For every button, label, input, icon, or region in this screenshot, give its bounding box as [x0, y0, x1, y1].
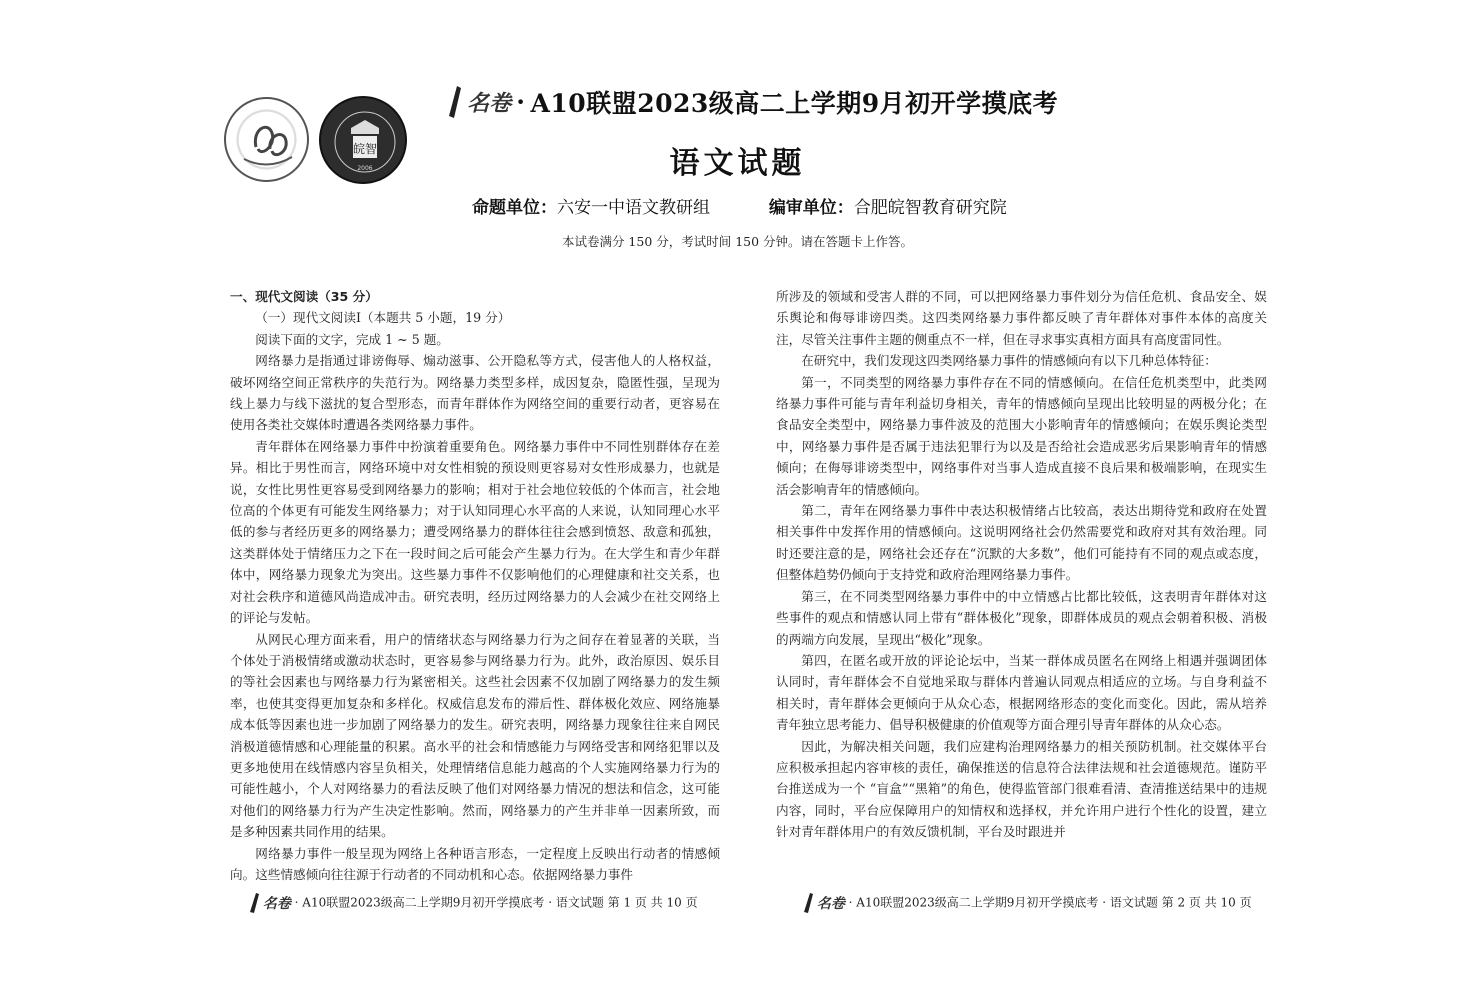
paragraph: 第四，在匿名或开放的评论论坛中，当某一群体成员匿名在网络上相遇并强调团体认同时，青年群体会不自觉地采取与群体内普遍认同观点相适应的立场。与自身利益不相关时，青年群体会更倾向于从众心态，根据网络形态的变化而变化。因此，需从培养青年独立思考能力、倡导积极健康的价值观等方面合理引导青年群体的从众心态。 [776, 652, 1267, 733]
brand-stroke-icon [448, 85, 462, 119]
paragraph: 所涉及的领域和受害人群的不同，可以把网络暴力事件划分为信任危机、食品安全、娱乐舆论和侮辱诽谤四类。这四类网络暴力事件都反映了青年群体对事件本体的高度关注，尽管关注事件主题的侧重点不一样，但在寻求事实真相方面具有高度雷同性。 [776, 289, 1267, 347]
footer-text: · A10联盟2023级高二上学期9月初开学摸底考 · 语文试题 第 1 页 共 10 页 [294, 895, 698, 910]
right-column [776, 286, 1267, 843]
setter-name: 六安一中语文教研组 [557, 198, 710, 218]
setter-label: 命题单位： [472, 198, 557, 218]
section-title: 一、现代文阅读（35 分） [230, 289, 378, 304]
footer-brand: 名卷 [816, 896, 845, 912]
brand-stroke-icon [250, 893, 259, 913]
paragraph: 在研究中，我们发现这四类网络暴力事件的情感倾向有以下几种总体特征： [801, 353, 1217, 369]
footer-left [250, 893, 698, 913]
paragraph: 第二，青年在网络暴力事件中表达积极情绪占比较高，表达出期待党和政府在处置相关事件中发挥作用的情感倾向。这说明网络社会仍然需要党和政府对其有效治理。同时还要注意的是，网络社会还存在“沉默的大多数”，他们可能持有不同的观点或态度，但整体趋势仍倾向于支持党和政府治理网络暴力事件。 [776, 503, 1267, 583]
footer-brand: 名卷 [262, 896, 291, 912]
paragraph: 第三，在不同类型网络暴力事件中的中立情感占比都比较低，这表明青年群体对这些事件的观点和情感认同上带有“群体极化”现象，即群体成员的观点会朝着积极、消极的两端方向发展，呈现出“极化”现象。 [776, 588, 1267, 647]
svg-text:皖智: 皖智 [352, 142, 378, 156]
exam-notice: 本试卷满分 150 分，考试时间 150 分钟。请在答题卡上作答。 [561, 234, 914, 249]
section-subtitle: （一）现代文阅读Ⅰ（本题共 5 小题，19 分） [255, 310, 511, 326]
paragraph: 第一，不同类型的网络暴力事件存在不同的情感倾向。在信任危机类型中，此类网络暴力事件可能与青年利益切身相关，青年的情感倾向呈现出比较明显的两极分化；在食品安全类型中，网络暴力事件波及的范围大小影响青年的情感倾向；在娱乐舆论类型中，网络暴力事件是否属于违法犯罪行为以及是否给社会造成恶劣后果影响青年的情感倾向；在侮辱诽谤类型中，网络事件对当事人造成直接不良后果和极端影响，在现实生活会影响青年的情感倾向。 [776, 374, 1267, 497]
brand-stroke-icon [804, 893, 813, 913]
reading-instruction: 阅读下面的文字，完成 1 ~ 5 题。 [255, 331, 449, 347]
svg-text:2006: 2006 [357, 165, 373, 172]
reviewer-label: 编审单位： [768, 198, 854, 218]
paragraph: 网络暴力事件一般呈现为网络上各种语言形态，一定程度上反映出行动者的情感倾向。这些情感倾向往往源于行动者的不同动机和心态。依据网络暴力事件 [230, 845, 720, 882]
exam-title: A10联盟2023级高二上学期9月初开学摸底考 [530, 89, 1059, 118]
reviewer-name: 合肥皖智教育研究院 [853, 198, 1007, 218]
left-column [230, 286, 720, 885]
exam-units [472, 193, 1007, 218]
paragraph: 青年群体在网络暴力事件中扮演着重要角色。网络暴力事件中不同性别群体存在差异。相比于男性而言，网络环境中对女性相貌的预设则更容易对女性形成暴力，也就是说，女性比男性更容易受到网络暴力的影响；相对于社会地位较低的个体而言，社会地位高的个体更有可能发生网络暴力；对于认知同理心水平高的人来说，认知同理心水平低的参与者经历更多的网络暴力；遭受网络暴力的群体往往会感到愤怒、敌意和孤独，这类群体处于情绪压力之下在一段时间之后可能会产生暴力行为。在大学生和青少年群体中，网络暴力现象尤为突出。这些暴力事件不仅影响他们的心理健康和社交关系，也对社会秩序和道德风尚造成冲击。研究表明，经历过网络暴力的人会减少在社交网络上的评论与发帖。 [230, 438, 720, 626]
paragraph: 网络暴力是指通过诽谤侮辱、煽动滋事、公开隐私等方式，侵害他人的人格权益，破坏网络空间正常秩序的失范行为。网络暴力类型多样，成因复杂，隐匿性强，呈现为线上暴力与线下滋扰的复合型形态，而青年群体作为网络空间的重要行动者，更容易在使用各类社交媒体时遭遇各类网络暴力事件。 [230, 353, 720, 433]
subject-title: 语文试题 [669, 146, 806, 181]
exam-title-line: 名卷 · A10联盟2023级高二上学期9月初开学摸底考 [448, 84, 1058, 128]
brand-name: 名卷 [467, 90, 512, 117]
footer-text: · A10联盟2023级高二上学期9月初开学摸底考 · 语文试题 第 2 页 共 10 页 [848, 895, 1252, 910]
paragraph: 因此，为解决相关问题，我们应建构治理网络暴力的相关预防机制。社交媒体平台应积极承担起内容审核的责任，确保推送的信息符合法律法规和社会道德规范。谨防平台推送成为一个 “盲盒”“黑箱”的角色，使得监管部门很难看清、查清推送结果中的违规内容，同时，平台应保障用户的知情权和选择权，并允许用户进行个性化的设置，建立针对青年群体用户的有效反馈机制，平台及时跟进并 [776, 738, 1267, 840]
paragraph: 从网民心理方面来看，用户的情绪状态与网络暴力行为之间存在着显著的关联，当个体处于消极情绪或激动状态时，更容易参与网络暴力行为。此外，政治原因、娱乐目的等社会因素也与网络暴力行为紧密相关。这些社会因素不仅加剧了网络暴力的发生频率，也使其变得更加复杂和多样化。权威信息发布的滞后性、群体极化效应、网络施暴成本低等因素也进一步加剧了网络暴力的发生。研究表明，网络暴力现象往往来自网民消极道德情感和心理能量的积累。高水平的社会和情感能力与网络受害和网络犯罪以及更多地使用在线情感内容呈负相关，处理情绪信息能力越高的个人实施网络暴力行为的可能性越小，个人对网络暴力的看法反映了他们对网络暴力情况的想法和信念，这可能对他们的网络暴力行为产生决定性影响。然而，网络暴力的产生并非单一因素所致，而是多种因素共同作用的结果。 [230, 631, 720, 840]
footer-right [804, 893, 1252, 913]
